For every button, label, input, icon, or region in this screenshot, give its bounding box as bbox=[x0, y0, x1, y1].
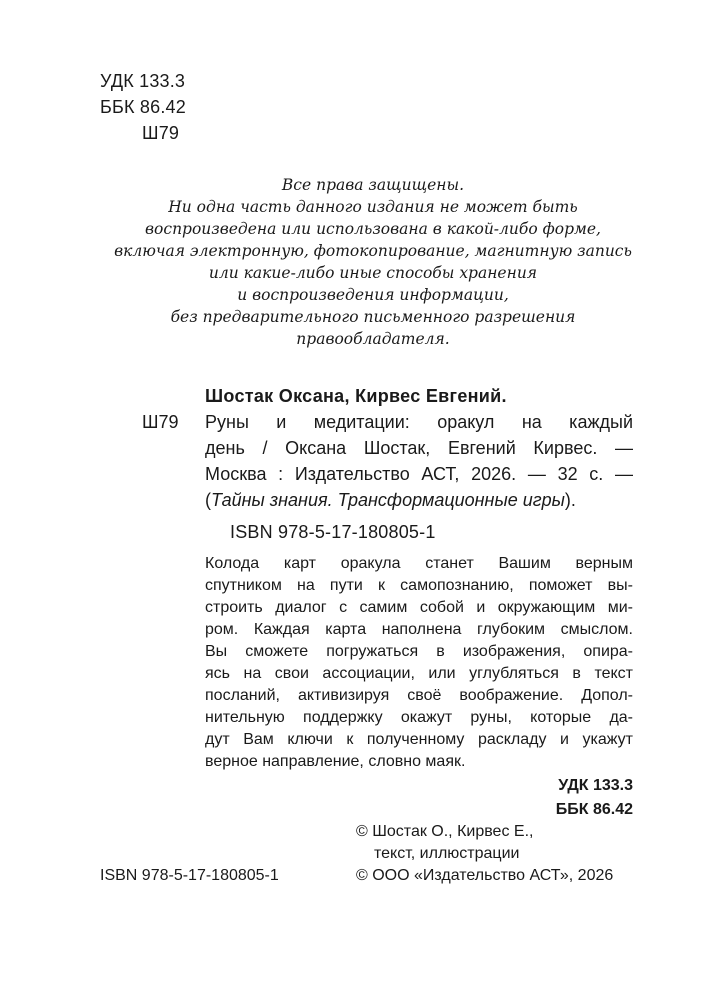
rights-line: без предварительного письменного разрешения bbox=[170, 308, 576, 326]
record-series bbox=[205, 487, 633, 513]
annotation-line: спутником на пути к самопознанию, поможет вы- bbox=[205, 577, 633, 594]
annotation-line: верное направление, словно маяк. bbox=[205, 753, 466, 770]
bbk-code: ББК 86.42 bbox=[100, 97, 186, 117]
record-line: Москва : Издательство АСТ, 2026. — 32 с. — bbox=[205, 464, 633, 484]
rights-line: Все права защищены. bbox=[281, 176, 465, 194]
rights-notice bbox=[100, 174, 646, 350]
annotation-udk: УДК 133.3 bbox=[558, 777, 633, 794]
annotation-line: нительную поддержку окажут руны, которые да- bbox=[205, 709, 633, 726]
record-isbn: ISBN 978-5-17-180805-1 bbox=[230, 522, 436, 542]
udk-code: УДК 133.3 bbox=[100, 71, 186, 91]
bottom-isbn: ISBN 978-5-17-180805-1 bbox=[100, 867, 279, 884]
rights-line: Ни одна часть данного издания не может быть bbox=[168, 198, 578, 216]
annotation-line: строить диалог с самим собой и окружающим ми- bbox=[205, 599, 633, 616]
annotation-bbk: ББК 86.42 bbox=[555, 801, 633, 818]
annotation-line: дут Вам ключи к полученному раскладу и укажут bbox=[205, 731, 633, 748]
annotation-line: ром. Каждая карта наполнена глубоким смыслом. bbox=[205, 621, 633, 638]
copyright-publisher: © ООО «Издательство АСТ», 2026 bbox=[356, 867, 614, 884]
record-author-sign: Ш79 bbox=[142, 412, 179, 432]
annotation-line: Вы сможете погружаться в изображения, опира- bbox=[205, 643, 633, 660]
annotation-line: Колода карт оракула станет Вашим верным bbox=[205, 555, 633, 572]
rights-line: или какие-либо иные способы хранения bbox=[208, 264, 538, 282]
series-close: ). bbox=[564, 490, 576, 510]
rights-line: воспроизведена или использована в какой-либо форме, bbox=[145, 220, 601, 238]
record-line: Руны и медитации: оракул на каждый bbox=[205, 412, 633, 432]
record-authors: Шостак Оксана, Кирвес Евгений. bbox=[205, 386, 507, 406]
rights-line: правообладателя. bbox=[296, 330, 450, 348]
record-description bbox=[205, 409, 633, 513]
copyright-authors-role: текст, иллюстрации bbox=[374, 845, 520, 862]
annotation-line: посланий, активизируя своё воображение. Допол- bbox=[205, 687, 633, 704]
record-line: день / Оксана Шостак, Евгений Кирвес. — bbox=[205, 438, 633, 458]
author-sign: Ш79 bbox=[142, 123, 180, 143]
series-title: Тайны знания. Трансформационные игры bbox=[211, 490, 565, 510]
copyright-authors: © Шостак О., Кирвес Е., bbox=[356, 823, 534, 840]
annotation-line: ясь на свои ассоциации, или углубляться в текст bbox=[205, 665, 633, 682]
annotation bbox=[205, 553, 633, 773]
rights-line: и воспроизведения информации, bbox=[237, 286, 509, 304]
rights-line: включая электронную, фотокопирование, магнитную запись bbox=[114, 242, 632, 260]
series-open: ( bbox=[205, 490, 211, 510]
